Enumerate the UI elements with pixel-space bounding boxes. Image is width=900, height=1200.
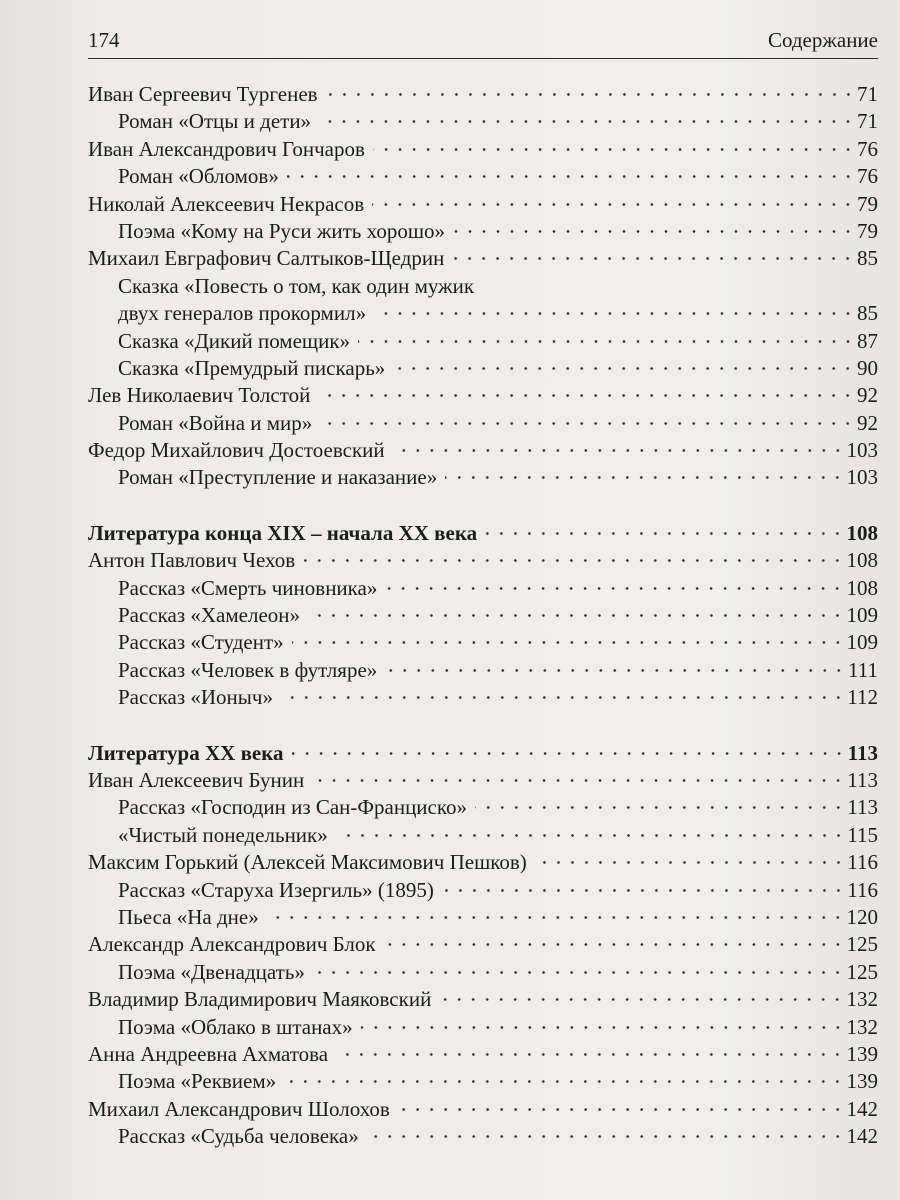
toc-entry-page: 111 <box>848 657 878 682</box>
toc-entry-page: 142 <box>846 1096 878 1121</box>
dot-leader <box>393 449 845 452</box>
toc-entry-title: Иван Александрович Гончаров <box>88 136 365 161</box>
toc-entry-page: 120 <box>846 904 878 929</box>
toc-entry-title: Роман «Отцы и дети» <box>118 109 312 134</box>
toc-entry-title: Михаил Александрович Шолохов <box>88 1096 390 1121</box>
dot-leader <box>385 669 846 672</box>
toc-entry <box>88 931 878 958</box>
toc-entry <box>88 464 878 491</box>
toc-entry-page: 113 <box>847 767 878 792</box>
toc-entry-page: 108 <box>846 575 878 600</box>
toc-entry-title: Александр Александрович Блок <box>88 932 376 957</box>
toc-entry-title: Федор Михайлович Достоевский <box>88 438 385 463</box>
toc-entry-page: 71 <box>857 109 878 134</box>
toc-entry <box>88 575 878 602</box>
toc-entry <box>88 81 878 108</box>
dot-leader <box>439 998 844 1001</box>
dot-leader <box>326 93 855 96</box>
toc-entry-page: 71 <box>857 82 878 106</box>
dot-leader <box>482 285 876 288</box>
dot-leader <box>287 175 855 178</box>
page-header <box>88 28 878 59</box>
toc-entry-page: 90 <box>857 355 878 380</box>
toc-entry-title: Поэма «Двенадцать» <box>118 959 305 984</box>
toc-entry-title: Поэма «Реквием» <box>118 1069 277 1094</box>
toc-entry <box>88 547 878 574</box>
toc-entry-title: Антон Павлович Чехов <box>88 548 296 573</box>
dot-leader <box>312 779 845 782</box>
toc-entry <box>88 191 878 218</box>
toc-entry-title: двух генералов прокормил» <box>118 301 367 326</box>
toc-entry <box>88 163 878 190</box>
toc-entry-page: 85 <box>857 301 878 326</box>
toc-entry <box>88 986 878 1013</box>
toc-entry-title: Пьеса «На дне» <box>118 904 259 929</box>
dot-leader <box>442 889 845 892</box>
toc-entry-page: 76 <box>857 164 878 189</box>
toc-entry-title: Роман «Преступление и наказание» <box>118 465 438 490</box>
toc-entry <box>88 328 878 355</box>
toc-entry-title: Иван Алексеевич Бунин <box>88 767 305 792</box>
toc-entry-page: 116 <box>847 850 878 875</box>
toc-entry-title: Иван Сергеевич Тургенев <box>88 82 318 106</box>
toc-entry-title: Сказка «Премудрый пискарь» <box>118 355 386 380</box>
toc-entry-title: Рассказ «Хамелеон» <box>118 603 301 628</box>
dot-leader <box>453 230 855 233</box>
toc-entry <box>88 245 878 272</box>
toc-entry <box>88 437 878 464</box>
toc-entry-page: 112 <box>847 685 878 710</box>
toc-entry-title: Поэма «Облако в штанах» <box>118 1014 353 1039</box>
dot-leader <box>367 1135 845 1138</box>
toc-entry-page: 87 <box>857 328 878 353</box>
toc-entry <box>88 520 878 547</box>
toc-entry <box>88 410 878 437</box>
toc-entry-page: 92 <box>857 410 878 435</box>
toc-entry-page: 109 <box>846 630 878 655</box>
dot-leader <box>385 587 844 590</box>
dot-leader <box>281 696 845 699</box>
dot-leader <box>284 1080 844 1083</box>
toc-entry <box>88 108 878 135</box>
toc-entry <box>88 877 878 904</box>
toc-entry-page: 113 <box>847 795 878 820</box>
toc-entry <box>88 218 878 245</box>
toc-entry-page: 76 <box>857 136 878 161</box>
toc-entry-title: Михаил Евграфович Салтыков-Щедрин <box>88 246 445 271</box>
toc-entry-page: 108 <box>846 548 878 573</box>
dot-leader <box>320 422 855 425</box>
dot-leader <box>267 916 845 919</box>
dot-leader <box>319 120 855 123</box>
dot-leader <box>361 1026 845 1029</box>
toc-entry-title: Литература XX века <box>88 740 284 765</box>
toc-entry-title: Роман «Обломов» <box>118 164 279 189</box>
table-of-contents <box>88 81 878 1150</box>
toc-entry <box>88 684 878 711</box>
dot-leader <box>384 943 845 946</box>
toc-entry-page: 79 <box>857 191 878 216</box>
toc-entry <box>88 382 878 409</box>
toc-entry-title: Максим Горький (Алексей Максимович Пешков) <box>88 850 527 875</box>
toc-entry <box>88 794 878 821</box>
toc-entry-title: Роман «Война и мир» <box>118 410 313 435</box>
dot-leader <box>336 834 846 837</box>
toc-entry-page: 142 <box>846 1124 878 1149</box>
toc-entry-title: Поэма «Кому на Руси жить хорошо» <box>118 218 445 243</box>
dot-leader <box>445 476 844 479</box>
dot-leader <box>336 1053 844 1056</box>
toc-entry-page: 125 <box>846 959 878 984</box>
toc-entry-page: 103 <box>846 438 878 463</box>
toc-entry-page: 132 <box>846 1014 878 1039</box>
toc-entry <box>88 959 878 986</box>
toc-entry-title: Литература конца XIX – начала XX века <box>88 520 478 545</box>
toc-entry-title: Рассказ «Господин из Сан-Франциско» <box>118 795 468 820</box>
dot-leader <box>358 340 855 343</box>
toc-entry <box>88 1123 878 1150</box>
toc-entry <box>88 767 878 794</box>
toc-entry-page: 85 <box>857 246 878 271</box>
toc-entry <box>88 602 878 629</box>
toc-entry-title: Сказка «Повесть о том, как один мужик <box>118 273 475 298</box>
dot-leader <box>393 367 855 370</box>
dot-leader <box>475 806 845 809</box>
dot-leader <box>292 641 845 644</box>
toc-entry <box>88 740 878 767</box>
toc-entry-page: 79 <box>857 218 878 243</box>
dot-leader <box>452 257 855 260</box>
toc-entry-title: Анна Андреевна Ахматова <box>88 1041 329 1066</box>
dot-leader <box>373 148 855 151</box>
toc-entry <box>88 355 878 382</box>
toc-entry-page: 103 <box>846 465 878 490</box>
toc-entry-title: Рассказ «Старуха Изергиль» (1895) <box>118 877 434 902</box>
toc-entry <box>88 1096 878 1123</box>
toc-entry-page: 115 <box>847 822 878 847</box>
toc-entry <box>88 629 878 656</box>
toc-entry-title: Рассказ «Судьба человека» <box>118 1124 359 1149</box>
toc-entry-page: 109 <box>846 603 878 628</box>
toc-entry-page: 139 <box>846 1069 878 1094</box>
toc-entry <box>88 273 878 300</box>
dot-leader <box>372 203 855 206</box>
toc-entry-page: 132 <box>846 987 878 1012</box>
toc-entry <box>88 300 878 327</box>
toc-entry-title: Рассказ «Человек в футляре» <box>118 657 378 682</box>
toc-entry <box>88 1014 878 1041</box>
toc-entry-title: «Чистый понедельник» <box>118 822 328 847</box>
toc-entry-page: 125 <box>846 932 878 957</box>
toc-entry-title: Рассказ «Смерть чиновника» <box>118 575 378 600</box>
toc-entry <box>88 136 878 163</box>
toc-entry-title: Владимир Владимирович Маяковский <box>88 987 432 1012</box>
toc-entry <box>88 1041 878 1068</box>
toc-entry <box>88 849 878 876</box>
dot-leader <box>292 752 846 755</box>
toc-entry-title: Лев Николаевич Толстой <box>88 383 311 408</box>
toc-entry-page: 139 <box>846 1041 878 1066</box>
toc-entry <box>88 904 878 931</box>
dot-leader <box>535 861 845 864</box>
page-number: 174 <box>88 28 120 52</box>
dot-leader <box>398 1108 845 1111</box>
toc-entry-page: 108 <box>846 520 878 545</box>
section-title: Содержание <box>767 28 878 52</box>
dot-leader <box>485 532 844 535</box>
dot-leader <box>374 312 855 315</box>
toc-entry <box>88 822 878 849</box>
toc-entry <box>88 657 878 684</box>
toc-entry-title: Рассказ «Студент» <box>118 630 284 655</box>
toc-entry-title: Сказка «Дикий помещик» <box>118 328 351 353</box>
toc-entry-page: 113 <box>847 740 878 765</box>
toc-entry-page: 116 <box>847 877 878 902</box>
dot-leader <box>303 559 844 562</box>
dot-leader <box>318 394 855 397</box>
toc-entry-page: 92 <box>857 383 878 408</box>
toc-entry-title: Николай Алексеевич Некрасов <box>88 191 365 216</box>
dot-leader <box>313 971 845 974</box>
dot-leader <box>308 614 844 617</box>
toc-entry <box>88 1068 878 1095</box>
toc-entry-title: Рассказ «Ионыч» <box>118 685 273 710</box>
